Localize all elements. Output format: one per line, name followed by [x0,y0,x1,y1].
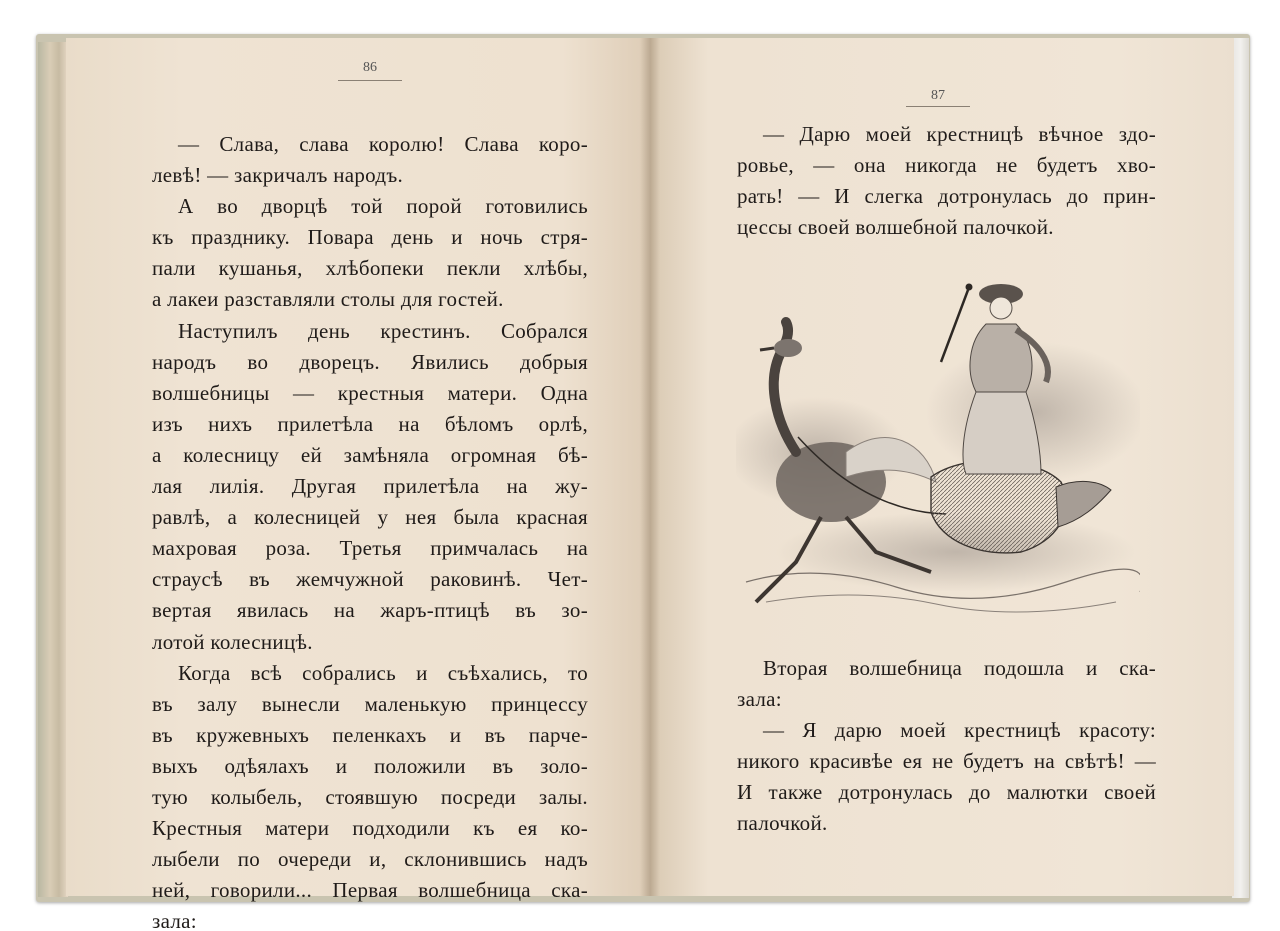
book-gutter [640,38,660,896]
left-page-edges [38,42,68,897]
text-line: а лакеи разставляли столы для гостей. [152,287,504,312]
right-page-top-text [737,119,1156,243]
text-line: народъ во дворецъ. Явились добрыя [152,349,588,374]
text-line: А во дворцѣ той порой готовились [178,194,588,219]
left-page-text [152,129,588,931]
text-line: пали кушанья, хлѣбопеки пекли хлѣбы, [152,256,588,281]
right-page-edges [1232,38,1249,898]
text-line: махровая роза. Третья примчалась на [152,536,588,561]
text-line: — Дарю моей крестницѣ вѣчное здо- [763,122,1156,146]
text-line: — Я дарю моей крестницѣ красоту: [763,718,1156,743]
text-line: лыбели по очереди и, склонившись надъ [152,847,588,872]
text-line: Вторая волшебница подошла и ска- [763,656,1156,680]
text-line: волшебницы — крестныя матери. Одна [152,380,588,405]
text-line: рать! — И слегка дотронулась до прин- [737,184,1156,209]
text-line: палочкой. [737,811,828,836]
text-line: лотой колесницѣ. [152,629,313,654]
text-line: левѣ! — закричалъ народъ. [152,163,404,188]
text-line: къ празднику. Повара день и ночь стря- [152,225,588,250]
text-line: лая лилія. Другая прилетѣла на жу- [152,474,588,499]
text-line: Когда всѣ собрались и съѣхались, то [178,660,588,685]
text-line: Крестныя матери подходили къ ея ко- [152,816,588,841]
right-page-bottom-text [737,653,1156,840]
page-number-right: 87 [931,88,945,103]
text-line: — Слава, слава королю! Слава коро- [178,132,588,156]
text-line: ровье, — она никогда не будетъ хво- [737,153,1156,178]
text-line: выхъ одѣялахъ и положили въ золо- [152,753,588,778]
text-line: никого красивѣе ея не будетъ на свѣтѣ! — [737,749,1156,774]
page-number-left: 86 [363,60,377,75]
text-line: зала: [152,909,197,931]
text-line: въ залу вынесли маленькую принцессу [152,691,588,716]
text-line: зала: [737,687,782,712]
text-line: тую колыбель, стоявшую посреди залы. [152,784,588,809]
text-line: въ кружевныхъ пеленкахъ и въ парче- [152,722,588,747]
text-line: равлѣ, а колесницей у нея была красная [152,505,588,530]
text-line: вертая явилась на жаръ-птицѣ въ зо- [152,598,588,623]
ostrich-fairy-illustration [736,252,1140,624]
text-line: цессы своей волшебной палочкой. [737,215,1054,240]
text-line: а колесницу ей замѣняла огромная бѣ- [152,442,588,467]
text-line: изъ нихъ прилетѣла на бѣломъ орлѣ, [152,411,588,436]
text-line: ней, говорили... Первая волшебница ска- [152,878,588,903]
text-line: И также дотронулась до малютки своей [737,780,1156,805]
header-rule-left [338,80,402,81]
text-line: страусѣ въ жемчужной раковинѣ. Чет- [152,567,588,592]
header-rule-right [906,106,970,107]
text-line: Наступилъ день крестинъ. Собрался [178,318,588,343]
